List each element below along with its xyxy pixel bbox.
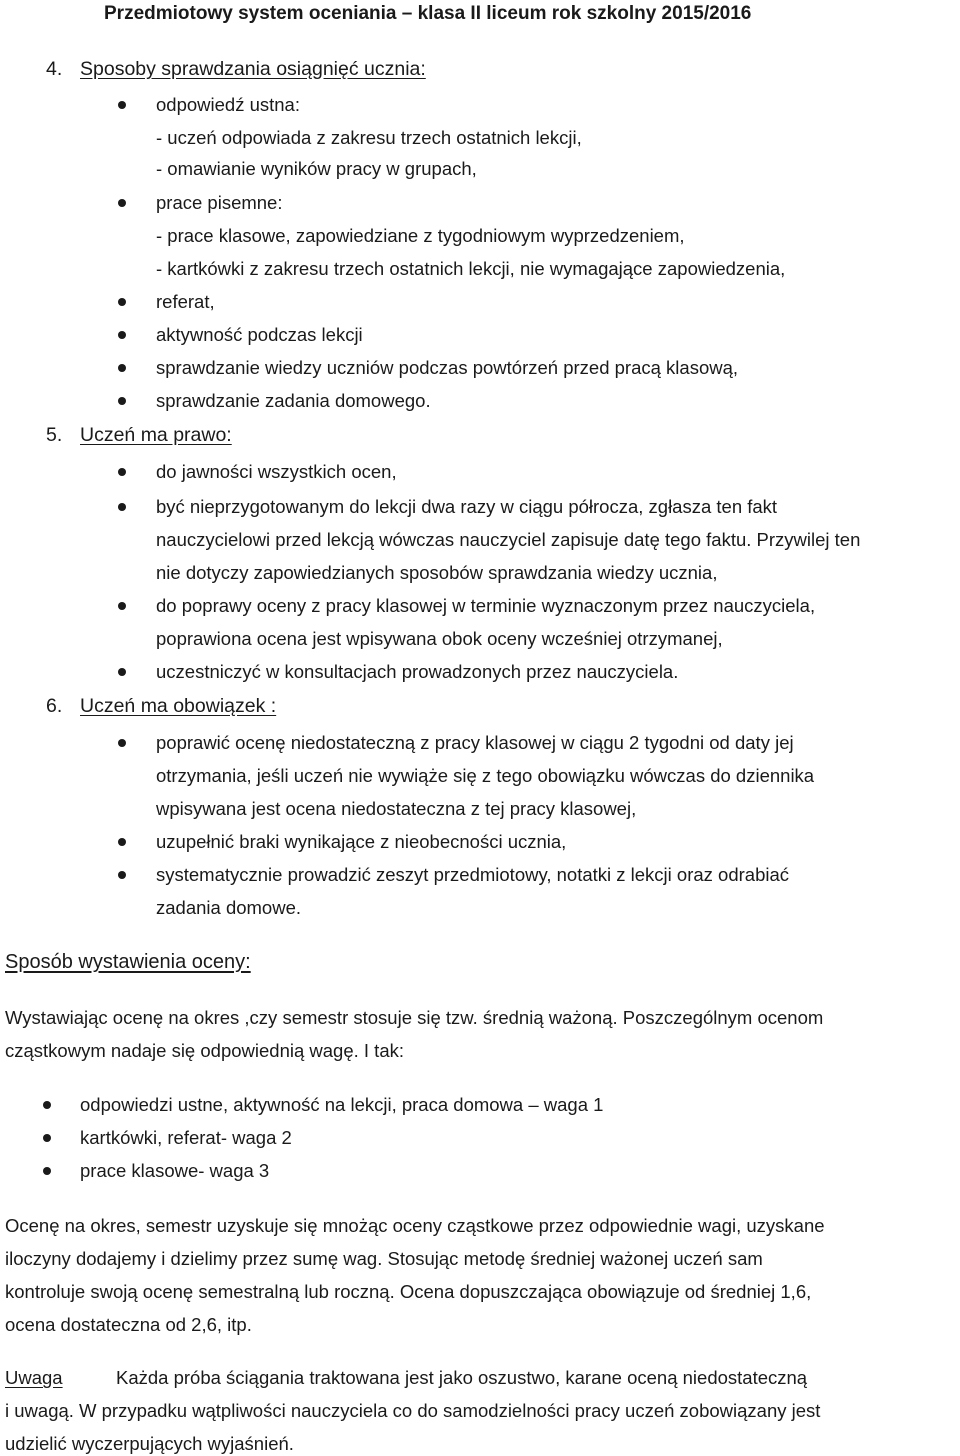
list-item: sprawdzanie zadania domowego. bbox=[156, 390, 431, 411]
list-item: do jawności wszystkich ocen, bbox=[156, 461, 397, 482]
bullet-icon bbox=[118, 364, 126, 372]
list-item: kartkówki, referat- waga 2 bbox=[80, 1127, 292, 1148]
paragraph-line: kontroluje swoją ocenę semestralną lub roczną. Ocena dopuszczająca obowiązuje od średniej 1,6, bbox=[5, 1281, 812, 1302]
paragraph-line: udzielić wyczerpujących wyjaśnień. bbox=[5, 1433, 294, 1454]
paragraph-line: Wystawiając ocenę na okres ,czy semestr stosuje się tzw. średnią ważoną. Poszczególnym ocenom bbox=[5, 1007, 824, 1028]
paragraph-line: i uwagą. W przypadku wątpliwości nauczyciela co do samodzielności pracy uczeń zobowiązany jest bbox=[5, 1400, 821, 1421]
bullet-icon bbox=[118, 602, 126, 610]
list-item: zadania domowe. bbox=[156, 897, 302, 918]
bullet-icon bbox=[118, 298, 126, 306]
bullet-icon bbox=[118, 199, 126, 207]
list-item: odpowiedzi ustne, aktywność na lekcji, praca domowa – waga 1 bbox=[80, 1094, 604, 1115]
section-6-number: 6. bbox=[46, 695, 63, 717]
section-4-heading: Sposoby sprawdzania osiągnięć ucznia: bbox=[80, 58, 426, 80]
document-title: Przedmiotowy system oceniania – klasa II liceum rok szkolny 2015/2016 bbox=[104, 3, 752, 24]
bullet-icon bbox=[118, 503, 126, 511]
bullet-icon bbox=[118, 397, 126, 405]
list-item: aktywność podczas lekcji bbox=[156, 324, 363, 345]
bullet-icon bbox=[43, 1167, 51, 1175]
section-6-heading: Uczeń ma obowiązek : bbox=[80, 695, 277, 717]
bullet-icon bbox=[118, 331, 126, 339]
section-4-number: 4. bbox=[46, 58, 63, 80]
list-item: referat, bbox=[156, 291, 215, 312]
section-5-heading: Uczeń ma prawo: bbox=[80, 424, 232, 446]
list-item: nie dotyczy zapowiedzianych sposobów sprawdzania wiedzy ucznia, bbox=[156, 562, 718, 583]
list-item: systematycznie prowadzić zeszyt przedmiotowy, notatki z lekcji oraz odrabiać bbox=[156, 864, 790, 885]
paragraph-line: iloczyny dodajemy i dzielimy przez sumę wag. Stosując metodę średniej ważonej uczeń sam bbox=[5, 1248, 763, 1269]
list-item: otrzymania, jeśli uczeń nie wywiąże się z tego obowiązku wówczas do dziennika bbox=[156, 765, 815, 786]
list-item: sprawdzanie wiedzy uczniów podczas powtórzeń przed pracą klasową, bbox=[156, 357, 739, 378]
list-item: nauczycielowi przed lekcją wówczas nauczyciel zapisuje datę tego faktu. Przywilej ten bbox=[156, 529, 861, 550]
list-item: - kartkówki z zakresu trzech ostatnich lekcji, nie wymagające zapowiedzenia, bbox=[156, 258, 786, 279]
list-item: odpowiedź ustna: bbox=[156, 94, 300, 115]
bullet-icon bbox=[118, 668, 126, 676]
note-label: Uwaga bbox=[5, 1367, 63, 1388]
list-item: prace klasowe- waga 3 bbox=[80, 1160, 270, 1181]
section-5-number: 5. bbox=[46, 424, 63, 446]
list-item: prace pisemne: bbox=[156, 192, 283, 213]
list-item: poprawić ocenę niedostateczną z pracy klasowej w ciągu 2 tygodni od daty jej bbox=[156, 732, 794, 753]
bullet-icon bbox=[118, 739, 126, 747]
list-item: poprawiona ocena jest wpisywana obok oceny wcześniej otrzymanej, bbox=[156, 628, 723, 649]
bullet-icon bbox=[43, 1101, 51, 1109]
paragraph-line: Ocenę na okres, semestr uzyskuje się mnożąc oceny cząstkowe przez odpowiednie wagi, uzyskane bbox=[5, 1215, 825, 1236]
bullet-icon bbox=[118, 101, 126, 109]
bullet-icon bbox=[118, 871, 126, 879]
list-item: wpisywana jest ocena niedostateczna z tej pracy klasowej, bbox=[156, 798, 637, 819]
list-item: - omawianie wyników pracy w grupach, bbox=[156, 158, 477, 179]
bullet-icon bbox=[118, 468, 126, 476]
paragraph-line: Każda próba ściągania traktowana jest jako oszustwo, karane oceną niedostateczną bbox=[116, 1367, 808, 1388]
list-item: - uczeń odpowiada z zakresu trzech ostatnich lekcji, bbox=[156, 127, 582, 148]
list-item: uzupełnić braki wynikające z nieobecności ucznia, bbox=[156, 831, 567, 852]
bullet-icon bbox=[118, 838, 126, 846]
list-item: być nieprzygotowanym do lekcji dwa razy w ciągu półrocza, zgłasza ten fakt bbox=[156, 496, 778, 517]
paragraph-line: cząstkowym nadaje się odpowiednią wagę. I tak: bbox=[5, 1040, 404, 1061]
list-item: - prace klasowe, zapowiedziane z tygodniowym wyprzedzeniem, bbox=[156, 225, 685, 246]
bullet-icon bbox=[43, 1134, 51, 1142]
grading-heading: Sposób wystawienia oceny: bbox=[5, 951, 251, 973]
list-item: do poprawy oceny z pracy klasowej w terminie wyznaczonym przez nauczyciela, bbox=[156, 595, 816, 616]
list-item: uczestniczyć w konsultacjach prowadzonych przez nauczyciela. bbox=[156, 661, 679, 682]
paragraph-line: ocena dostateczna od 2,6, itp. bbox=[5, 1314, 252, 1335]
